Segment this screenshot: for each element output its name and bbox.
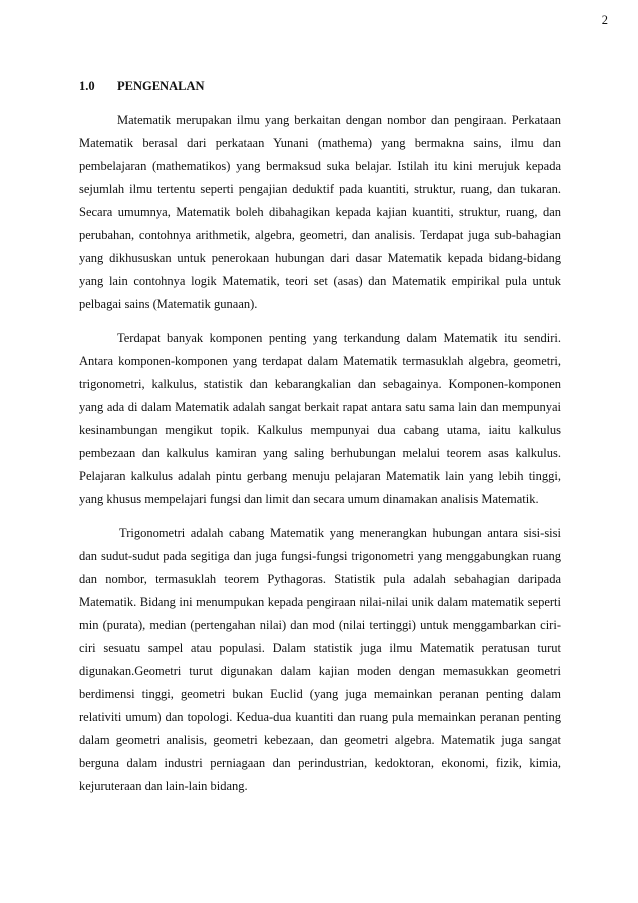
paragraph-2: Terdapat banyak komponen penting yang terkandung dalam Matematik itu sendiri. Antara komponen-komponen yang terdapat dalam Matematik termasuklah algebra, geometri, trigonometri, kalkulus, statistik dan kebarangkalian dan sebagainya. Komponen-komponen yang ada di dalam Matematik adalah sangat berkait rapat antara satu sama lain dan mempunyai kesinambungan mengikut topik. Kalkulus mempunyai dua cabang utama, iaitu kalkulus pembezaan dan kalkulus kamiran yang saling berhubungan melalui teorem asas kalkulus. Pelajaran kalkulus adalah pintu gerbang menuju pelajaran Matematik lain yang lebih tinggi, yang khusus mempelajari fungsi dan limit dan secara umum dinamakan analisis Matematik.	[79, 331, 561, 506]
section-title: PENGENALAN	[117, 79, 205, 93]
paragraph-1: Matematik merupakan ilmu yang berkaitan dengan nombor dan pengiraan. Perkataan Matematik berasal dari perkataan Yunani (mathema) yang bermakna sains, ilmu dan pembelajaran (mathematikos) yang bermaksud suka belajar. Istilah itu kini merujuk kepada sejumlah ilmu tertentu seperti pengajian deduktif pada kuantiti, struktur, ruang, dan tukaran. Secara umumnya, Matematik boleh dibahagikan kepada kajian kuantiti, struktur, ruang, dan perubahan, contohnya arithmetik, algebra, geometri, dan analisis. Terdapat juga sub-bahagian yang dikhususkan untuk penerokaan hubungan dari dasar Matematik kepada bidang-bidang yang lain contohnya logik Matematik, teori set (asas) dan Matematik empirikal pula untuk pelbagai sains (Matematik gunaan).	[79, 113, 561, 311]
body-text	[79, 109, 561, 809]
section-heading	[79, 79, 205, 94]
page-number: 2	[601, 13, 608, 27]
paragraph-3: Trigonometri adalah cabang Matematik yang menerangkan hubungan antara sisi-sisi dan sudut-sudut pada segitiga dan juga fungsi-fungsi trigonometri yang menggabungkan ruang dan nombor, termasuklah teorem Pythagoras. Statistik pula adalah sebahagian daripada Matematik. Bidang ini menumpukan kepada pengiraan nilai-nilai unik dalam matematik seperti min (purata), median (pertengahan nilai) dan mod (nilai tertinggi) untuk menggambarkan ciri-ciri sesuatu sampel atau populasi. Dalam statistik juga ilmu Matematik peratusan turut digunakan.Geometri turut digunakan dalam kajian moden dengan memasukkan geometri berdimensi tinggi, geometri bukan Euclid (yang juga memainkan peranan penting dalam relativiti umum) dan topologi. Kedua-dua kuantiti dan ruang pula memainkan peranan penting dalam geometri analisis, geometri kebezaan, dan geometri algebra. Matematik juga sangat berguna dalam industri perniagaan dan perindustrian, kedoktoran, ekonomi, fizik, kimia, kejuruteraan dan lain-lain bidang.	[79, 526, 561, 793]
section-number: 1.0	[79, 79, 95, 93]
